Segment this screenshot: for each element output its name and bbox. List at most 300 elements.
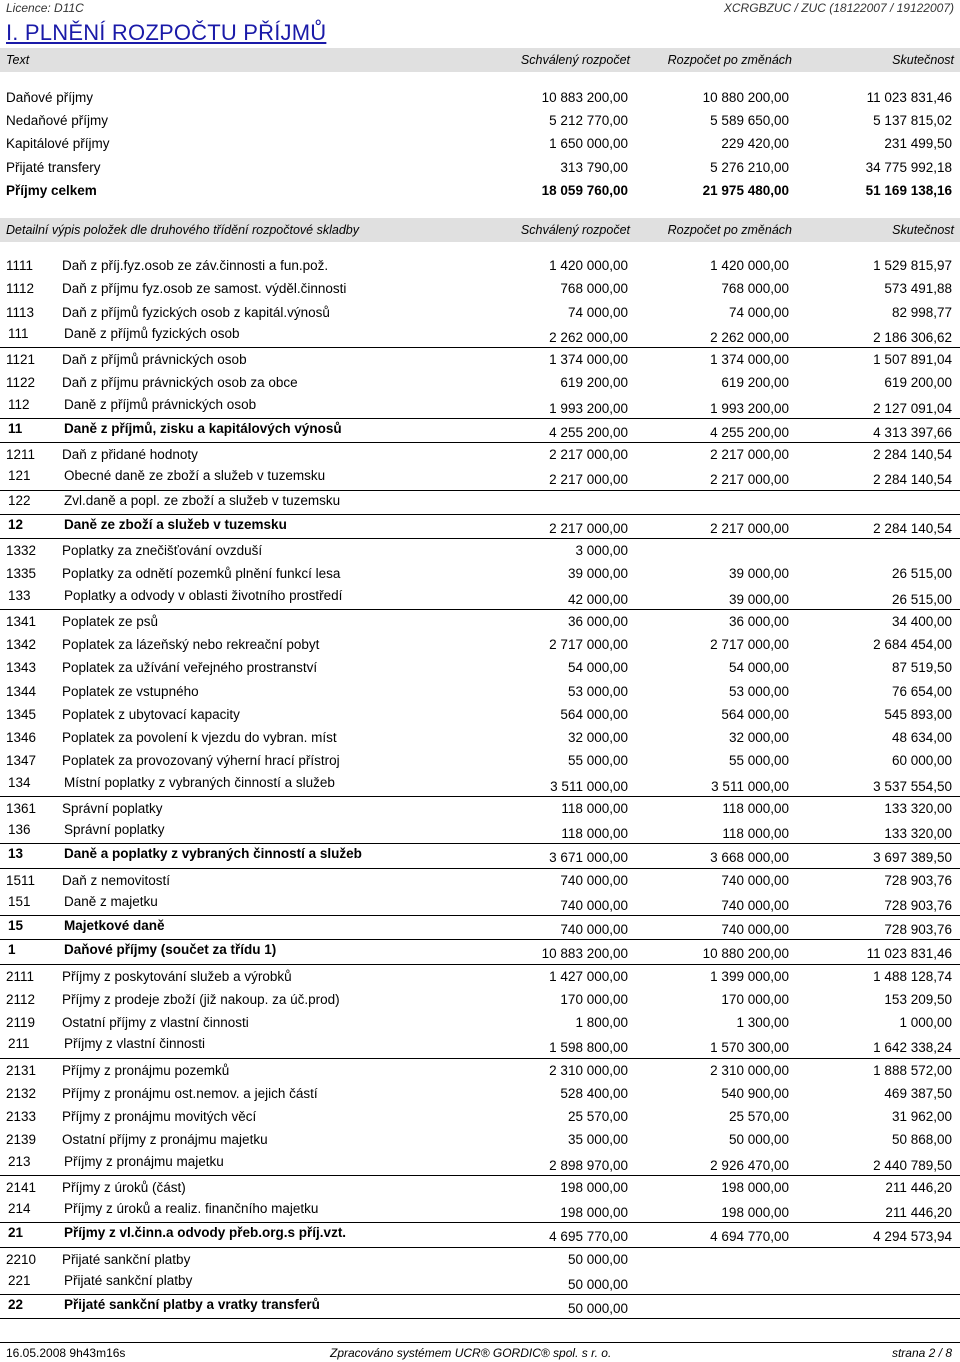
- row-actual: 4 313 397,66: [873, 424, 952, 440]
- detail-header-text: Detailní výpis položek dle druhového třídění rozpočtové skladby: [6, 223, 359, 237]
- col-after-changes-header: Rozpočet po změnách: [667, 53, 792, 67]
- subtotal-row: [0, 820, 960, 844]
- row-approved: 74 000,00: [567, 304, 628, 320]
- row-approved: 2 898 970,00: [549, 1157, 628, 1173]
- row-name: Příjmy z prodeje zboží (již nakoup. za úč.prod): [62, 991, 340, 1007]
- row-code: 1342: [6, 637, 37, 652]
- row-after-changes: 39 000,00: [728, 566, 789, 582]
- row-actual: 2 684 454,00: [873, 637, 952, 652]
- row-code: 21: [8, 1225, 24, 1241]
- row-actual: 48 634,00: [891, 730, 952, 745]
- row-code: 134: [8, 774, 31, 790]
- row-code: 111: [8, 325, 29, 341]
- row-actual: 728 903,76: [884, 922, 952, 937]
- row-approved: 42 000,00: [567, 591, 628, 607]
- row-code: 1361: [6, 800, 37, 816]
- row-actual: 1 507 891,04: [873, 352, 952, 367]
- row-name: Daň z příjmů právnických osob: [62, 352, 247, 367]
- row-approved: 1 427 000,00: [549, 968, 628, 984]
- row-name: Správní poplatky: [62, 800, 163, 816]
- row-after-changes: 4 694 770,00: [710, 1229, 789, 1245]
- summary-after-changes: 21 975 480,00: [702, 183, 789, 198]
- row-actual: 133 320,00: [884, 826, 952, 841]
- row-approved: 54 000,00: [567, 660, 628, 676]
- summary-row: [0, 109, 960, 132]
- row-after-changes: 74 000,00: [728, 304, 789, 320]
- row-after-changes: 1 300,00: [736, 1015, 789, 1030]
- row-approved: 2 217 000,00: [549, 472, 628, 488]
- group-total-row: [0, 916, 960, 940]
- row-after-changes: 198 000,00: [721, 1179, 789, 1195]
- row-name: Místní poplatky z vybraných činností a služeb: [64, 774, 335, 790]
- summary-label: Nedaňové příjmy: [6, 113, 109, 128]
- row-actual: 1 488 128,74: [873, 968, 952, 984]
- row-actual: 728 903,76: [884, 897, 952, 913]
- page-title: I. PLNĚNÍ ROZPOČTU PŘÍJMŮ: [6, 20, 327, 45]
- row-after-changes: 3 668 000,00: [710, 850, 789, 866]
- summary-approved: 18 059 760,00: [541, 183, 628, 198]
- row-approved: 53 000,00: [567, 683, 628, 699]
- col-actual-header: Skutečnost: [892, 223, 954, 237]
- row-code: 151: [8, 893, 31, 909]
- row-approved: 3 000,00: [575, 543, 628, 558]
- col-approved-header: Schválený rozpočet: [520, 223, 630, 237]
- table-row: [0, 749, 960, 772]
- table-row: [0, 348, 960, 371]
- row-code: 2132: [6, 1085, 37, 1101]
- row-approved: 35 000,00: [567, 1132, 628, 1148]
- summary-row: [0, 132, 960, 155]
- row-actual: 82 998,77: [891, 304, 952, 320]
- row-actual: 211 446,20: [885, 1179, 952, 1195]
- subtotal-row: [0, 1271, 960, 1295]
- group-total-row: [0, 515, 960, 539]
- row-after-changes: 54 000,00: [728, 660, 789, 676]
- row-approved: 32 000,00: [567, 730, 628, 745]
- row-actual: 3 537 554,50: [873, 778, 952, 794]
- row-actual: 31 962,00: [891, 1109, 952, 1124]
- row-after-changes: 50 000,00: [728, 1132, 789, 1148]
- summary-actual: 231 499,50: [884, 136, 952, 151]
- row-approved: 4 695 770,00: [549, 1229, 628, 1245]
- table-row: [0, 680, 960, 703]
- row-approved: 50 000,00: [567, 1301, 628, 1316]
- table-row: [0, 562, 960, 585]
- row-after-changes: 1 420 000,00: [710, 258, 789, 273]
- summary-approved: 5 212 770,00: [549, 113, 628, 128]
- row-after-changes: 740 000,00: [721, 922, 789, 937]
- detail-table: [0, 254, 960, 1319]
- summary-after-changes: 229 420,00: [721, 136, 789, 151]
- subtotal-row: [0, 586, 960, 610]
- row-code: 2112: [6, 991, 36, 1007]
- subtotal-row: [0, 892, 960, 916]
- row-code: 1347: [6, 753, 37, 769]
- summary-approved: 10 883 200,00: [541, 90, 628, 105]
- row-approved: 1 800,00: [575, 1015, 628, 1030]
- row-name: Daň z příjmu právnických osob za obce: [62, 375, 298, 391]
- summary-actual: 5 137 815,02: [873, 113, 952, 128]
- row-approved: 2 262 000,00: [549, 329, 628, 345]
- row-name: Příjmy z úroků (část): [62, 1179, 186, 1195]
- row-code: 112: [8, 396, 30, 412]
- row-name: Daň z příj.fyz.osob ze záv.činnosti a fun.pož.: [62, 258, 329, 273]
- row-after-changes: 2 217 000,00: [710, 447, 789, 462]
- row-code: 11: [8, 420, 23, 436]
- row-after-changes: 53 000,00: [728, 683, 789, 699]
- row-actual: 469 387,50: [884, 1085, 952, 1101]
- summary-after-changes: 5 589 650,00: [710, 113, 789, 128]
- row-approved: 118 000,00: [561, 826, 628, 841]
- row-after-changes: 36 000,00: [728, 613, 789, 629]
- row-actual: 26 515,00: [891, 566, 952, 582]
- row-name: Daně z majetku: [64, 893, 158, 909]
- summary-label: Kapitálové příjmy: [6, 136, 110, 151]
- summary-label: Příjmy celkem: [6, 183, 97, 198]
- row-actual: 3 697 389,50: [873, 850, 952, 866]
- row-actual: 11 023 831,46: [866, 946, 952, 962]
- row-name: Daň z přidané hodnoty: [62, 447, 198, 462]
- row-approved: 2 717 000,00: [549, 637, 628, 652]
- row-code: 2133: [6, 1109, 37, 1124]
- row-code: 2210: [6, 1251, 37, 1267]
- row-after-changes: 2 262 000,00: [710, 329, 789, 345]
- row-code: 213: [8, 1153, 31, 1169]
- row-actual: 728 903,76: [884, 872, 952, 888]
- row-after-changes: 1 399 000,00: [710, 968, 789, 984]
- row-code: 13: [8, 846, 24, 862]
- table-row: [0, 254, 960, 277]
- row-name: Přijaté sankční platby a vratky transferů: [64, 1297, 320, 1312]
- row-code: 1345: [6, 706, 37, 722]
- row-code: 1: [8, 942, 16, 958]
- footer-processed-by: Zpracováno systémem UCR® GORDIC® spol. s r. o.: [330, 1346, 612, 1360]
- table-row: [0, 610, 960, 633]
- row-actual: 545 893,00: [884, 706, 952, 722]
- row-approved: 198 000,00: [560, 1179, 628, 1195]
- row-actual: 1 000,00: [899, 1015, 952, 1030]
- row-after-changes: 170 000,00: [721, 991, 789, 1007]
- row-code: 1343: [6, 660, 37, 676]
- row-after-changes: 619 200,00: [721, 375, 789, 391]
- row-code: 1211: [6, 447, 36, 462]
- table-row: [0, 703, 960, 726]
- row-approved: 564 000,00: [560, 706, 628, 722]
- row-name: Daně z příjmů fyzických osob: [64, 325, 240, 341]
- row-name: Daně ze zboží a služeb v tuzemsku: [64, 516, 287, 532]
- row-name: Ostatní příjmy z pronájmu majetku: [62, 1132, 268, 1148]
- row-code: 1122: [6, 375, 36, 391]
- subtotal-row: [0, 1152, 960, 1176]
- row-approved: 198 000,00: [560, 1205, 628, 1220]
- table-row: [0, 656, 960, 679]
- row-after-changes: 564 000,00: [721, 706, 789, 722]
- licence-label: Licence: D11C: [6, 1, 84, 15]
- row-code: 2139: [6, 1132, 37, 1148]
- row-actual: 2 284 140,54: [873, 520, 952, 536]
- row-actual: 34 400,00: [891, 613, 952, 629]
- row-actual: 153 209,50: [884, 991, 952, 1007]
- row-name: Daň z příjmů fyzických osob z kapitál.výnosů: [62, 304, 330, 320]
- group-total-row: [0, 940, 960, 964]
- subtotal-row: [0, 491, 960, 515]
- row-after-changes: 540 900,00: [721, 1085, 789, 1101]
- subtotal-row: [0, 324, 960, 348]
- row-code: 122: [8, 492, 31, 508]
- row-name: Daně a poplatky z vybraných činností a služeb: [64, 846, 362, 862]
- row-after-changes: 4 255 200,00: [710, 424, 789, 440]
- row-approved: 25 570,00: [567, 1109, 628, 1124]
- row-after-changes: 118 000,00: [722, 826, 789, 841]
- row-name: Poplatek ze psů: [62, 613, 159, 629]
- row-approved: 1 598 800,00: [549, 1040, 628, 1056]
- row-after-changes: 740 000,00: [721, 872, 789, 888]
- row-name: Poplatek za užívání veřejného prostranství: [62, 660, 318, 676]
- row-code: 2111: [6, 968, 35, 984]
- row-approved: 1 420 000,00: [549, 258, 628, 273]
- row-name: Správní poplatky: [64, 822, 165, 837]
- row-actual: 2 440 789,50: [873, 1157, 952, 1173]
- row-after-changes: 2 217 000,00: [710, 472, 789, 488]
- row-actual: 2 186 306,62: [873, 329, 952, 345]
- row-actual: 76 654,00: [891, 683, 952, 699]
- table-row: [0, 869, 960, 892]
- row-after-changes: 32 000,00: [728, 730, 789, 745]
- row-code: 211: [8, 1036, 30, 1052]
- page-footer: [0, 1342, 960, 1362]
- row-code: 121: [8, 468, 31, 484]
- summary-after-changes: 5 276 210,00: [710, 160, 789, 175]
- subtotal-row: [0, 773, 960, 797]
- row-name: Poplatky za odnětí pozemků plnění funkcí lesa: [62, 566, 341, 582]
- row-code: 2141: [6, 1179, 37, 1195]
- row-name: Poplatek za lázeňský nebo rekreační pobyt: [62, 637, 320, 652]
- row-code: 2119: [6, 1015, 36, 1030]
- footer-timestamp: 16.05.2008 9h43m16s: [6, 1346, 126, 1360]
- row-approved: 2 217 000,00: [549, 447, 628, 462]
- summary-header: [0, 48, 960, 72]
- row-name: Příjmy z pronájmu majetku: [64, 1153, 224, 1169]
- summary-label: Daňové příjmy: [6, 90, 94, 105]
- row-code: 221: [8, 1272, 31, 1288]
- summary-total-row: [0, 179, 960, 202]
- row-approved: 619 200,00: [560, 375, 628, 391]
- row-name: Příjmy z pronájmu movitých věcí: [62, 1109, 257, 1124]
- table-row: [0, 277, 960, 300]
- row-name: Daně z příjmů, zisku a kapitálových výnosů: [64, 420, 342, 436]
- row-actual: 2 127 091,04: [873, 400, 952, 416]
- row-approved: 10 883 200,00: [541, 946, 628, 962]
- row-after-changes: 2 310 000,00: [710, 1062, 789, 1078]
- row-actual: 4 294 573,94: [873, 1229, 952, 1245]
- row-code: 1121: [6, 352, 36, 367]
- row-name: Poplatek z ubytovací kapacity: [62, 706, 240, 722]
- row-name: Daň z příjmu fyz.osob ze samost. výděl.činnosti: [62, 281, 347, 297]
- row-code: 22: [8, 1297, 24, 1312]
- row-code: 133: [8, 587, 31, 603]
- row-approved: 740 000,00: [560, 922, 628, 937]
- row-actual: 619 200,00: [884, 375, 952, 391]
- row-after-changes: 768 000,00: [721, 281, 789, 297]
- table-row: [0, 443, 960, 466]
- row-name: Poplatek ze vstupného: [62, 683, 199, 699]
- row-approved: 2 310 000,00: [549, 1062, 628, 1078]
- row-after-changes: 118 000,00: [722, 800, 789, 816]
- summary-approved: 313 790,00: [560, 160, 628, 175]
- row-actual: 573 491,88: [884, 281, 952, 297]
- row-actual: 1 529 815,97: [873, 258, 952, 273]
- table-row: [0, 371, 960, 394]
- row-name: Příjmy z pronájmu pozemků: [62, 1062, 230, 1078]
- row-after-changes: 2 926 470,00: [710, 1157, 789, 1173]
- summary-row: [0, 86, 960, 109]
- row-actual: 87 519,50: [891, 660, 952, 676]
- row-name: Příjmy z vlastní činnosti: [64, 1036, 206, 1052]
- col-actual-header: Skutečnost: [892, 53, 954, 67]
- row-code: 214: [8, 1201, 31, 1216]
- group-total-row: [0, 1223, 960, 1247]
- row-after-changes: 3 511 000,00: [711, 778, 789, 794]
- row-approved: 118 000,00: [561, 800, 628, 816]
- row-approved: 1 374 000,00: [549, 352, 628, 367]
- row-after-changes: 198 000,00: [721, 1205, 789, 1220]
- row-approved: 4 255 200,00: [549, 424, 628, 440]
- row-actual: 1 642 338,24: [873, 1040, 952, 1056]
- row-approved: 3 511 000,00: [550, 778, 628, 794]
- col-after-changes-header: Rozpočet po změnách: [667, 223, 792, 237]
- row-code: 136: [8, 822, 31, 837]
- table-row: [0, 1176, 960, 1199]
- row-after-changes: 2 217 000,00: [710, 520, 789, 536]
- row-actual: 2 284 140,54: [873, 472, 952, 488]
- summary-actual: 34 775 992,18: [865, 160, 952, 175]
- row-name: Příjmy z pronájmu ost.nemov. a jejich částí: [62, 1085, 318, 1101]
- row-approved: 2 217 000,00: [549, 520, 628, 536]
- row-name: Daně z příjmů právnických osob: [64, 396, 257, 412]
- subtotal-row: [0, 466, 960, 490]
- row-actual: 1 888 572,00: [873, 1062, 952, 1078]
- row-code: 1346: [6, 730, 37, 745]
- row-after-changes: 39 000,00: [728, 591, 789, 607]
- row-approved: 3 671 000,00: [549, 850, 628, 866]
- row-actual: 2 284 140,54: [873, 447, 952, 462]
- row-approved: 740 000,00: [560, 872, 628, 888]
- row-name: Příjmy z poskytování služeb a výrobků: [62, 968, 292, 984]
- row-name: Příjmy z vl.činn.a odvody přeb.org.s příj.vzt.: [64, 1225, 347, 1241]
- row-approved: 170 000,00: [560, 991, 628, 1007]
- group-total-row: [0, 1295, 960, 1319]
- row-code: 1511: [6, 872, 36, 888]
- table-row: [0, 301, 960, 324]
- table-row: [0, 1128, 960, 1151]
- summary-actual: 51 169 138,16: [865, 183, 952, 198]
- row-name: Přijaté sankční platby: [62, 1251, 191, 1267]
- summary-after-changes: 10 880 200,00: [702, 90, 789, 105]
- row-code: 2131: [6, 1062, 37, 1078]
- row-after-changes: 10 880 200,00: [702, 946, 789, 962]
- row-after-changes: 1 993 200,00: [710, 400, 789, 416]
- table-row: [0, 633, 960, 656]
- row-approved: 55 000,00: [567, 753, 628, 769]
- row-approved: 768 000,00: [560, 281, 628, 297]
- row-approved: 50 000,00: [567, 1276, 628, 1292]
- row-code: 1332: [6, 543, 37, 558]
- table-row: [0, 1082, 960, 1105]
- footer-page-number: strana 2 / 8: [891, 1346, 952, 1360]
- summary-label: Přijaté transfery: [6, 160, 101, 175]
- row-approved: 740 000,00: [560, 897, 628, 913]
- row-after-changes: 25 570,00: [728, 1109, 789, 1124]
- row-code: 1335: [6, 566, 37, 582]
- table-row: [0, 1105, 960, 1128]
- row-code: 1111: [6, 258, 34, 273]
- row-name: Příjmy z úroků a realiz. finančního majetku: [64, 1201, 319, 1216]
- row-approved: 1 993 200,00: [549, 400, 628, 416]
- summary-approved: 1 650 000,00: [549, 136, 628, 151]
- table-row: [0, 988, 960, 1011]
- row-name: Obecné daně ze zboží a služeb v tuzemsku: [64, 468, 326, 484]
- table-row: [0, 965, 960, 988]
- row-actual: 211 446,20: [885, 1205, 952, 1220]
- detail-header: [0, 218, 960, 242]
- row-name: Daň z nemovitostí: [62, 872, 171, 888]
- row-name: Daňové příjmy (součet za třídu 1): [64, 942, 277, 958]
- row-actual: 26 515,00: [891, 591, 952, 607]
- group-total-row: [0, 419, 960, 443]
- row-name: Poplatky a odvody v oblasti životního prostředí: [64, 587, 343, 603]
- summary-row: [0, 156, 960, 179]
- col-approved-header: Schválený rozpočet: [520, 53, 630, 67]
- row-actual: 133 320,00: [884, 800, 952, 816]
- row-after-changes: 55 000,00: [728, 753, 789, 769]
- row-code: 1113: [6, 304, 35, 320]
- row-code: 1344: [6, 683, 37, 699]
- group-total-row: [0, 844, 960, 868]
- report-id: XCRGBZUC / ZUC (18122007 / 19122007): [723, 1, 954, 15]
- row-code: 15: [8, 918, 24, 933]
- row-approved: 39 000,00: [567, 566, 628, 582]
- row-actual: 50 868,00: [891, 1132, 952, 1148]
- table-row: [0, 1248, 960, 1271]
- row-code: 1112: [6, 281, 35, 297]
- row-after-changes: 740 000,00: [721, 897, 789, 913]
- subtotal-row: [0, 1034, 960, 1058]
- row-after-changes: 1 570 300,00: [710, 1040, 789, 1056]
- subtotal-row: [0, 1199, 960, 1223]
- table-row: [0, 1059, 960, 1082]
- summary-actual: 11 023 831,46: [866, 90, 952, 105]
- table-row: [0, 726, 960, 749]
- row-after-changes: 2 717 000,00: [710, 637, 789, 652]
- row-code: 1341: [6, 613, 37, 629]
- row-approved: 50 000,00: [567, 1251, 628, 1267]
- row-name: Poplatky za znečišťování ovzduší: [62, 543, 263, 558]
- table-row: [0, 1011, 960, 1034]
- row-actual: 60 000,00: [891, 753, 952, 769]
- row-after-changes: 1 374 000,00: [710, 352, 789, 367]
- top-bar: [0, 0, 960, 20]
- row-name: Přijaté sankční platby: [64, 1272, 193, 1288]
- row-name: Zvl.daně a popl. ze zboží a služeb v tuzemsku: [64, 492, 341, 508]
- row-code: 12: [8, 516, 24, 532]
- row-approved: 528 400,00: [560, 1085, 628, 1101]
- row-approved: 36 000,00: [567, 613, 628, 629]
- row-name: Majetkové daně: [64, 918, 165, 933]
- subtotal-row: [0, 395, 960, 419]
- row-name: Poplatek za provozovaný výherní hrací přístroj: [62, 753, 340, 769]
- table-row: [0, 539, 960, 562]
- table-row: [0, 797, 960, 820]
